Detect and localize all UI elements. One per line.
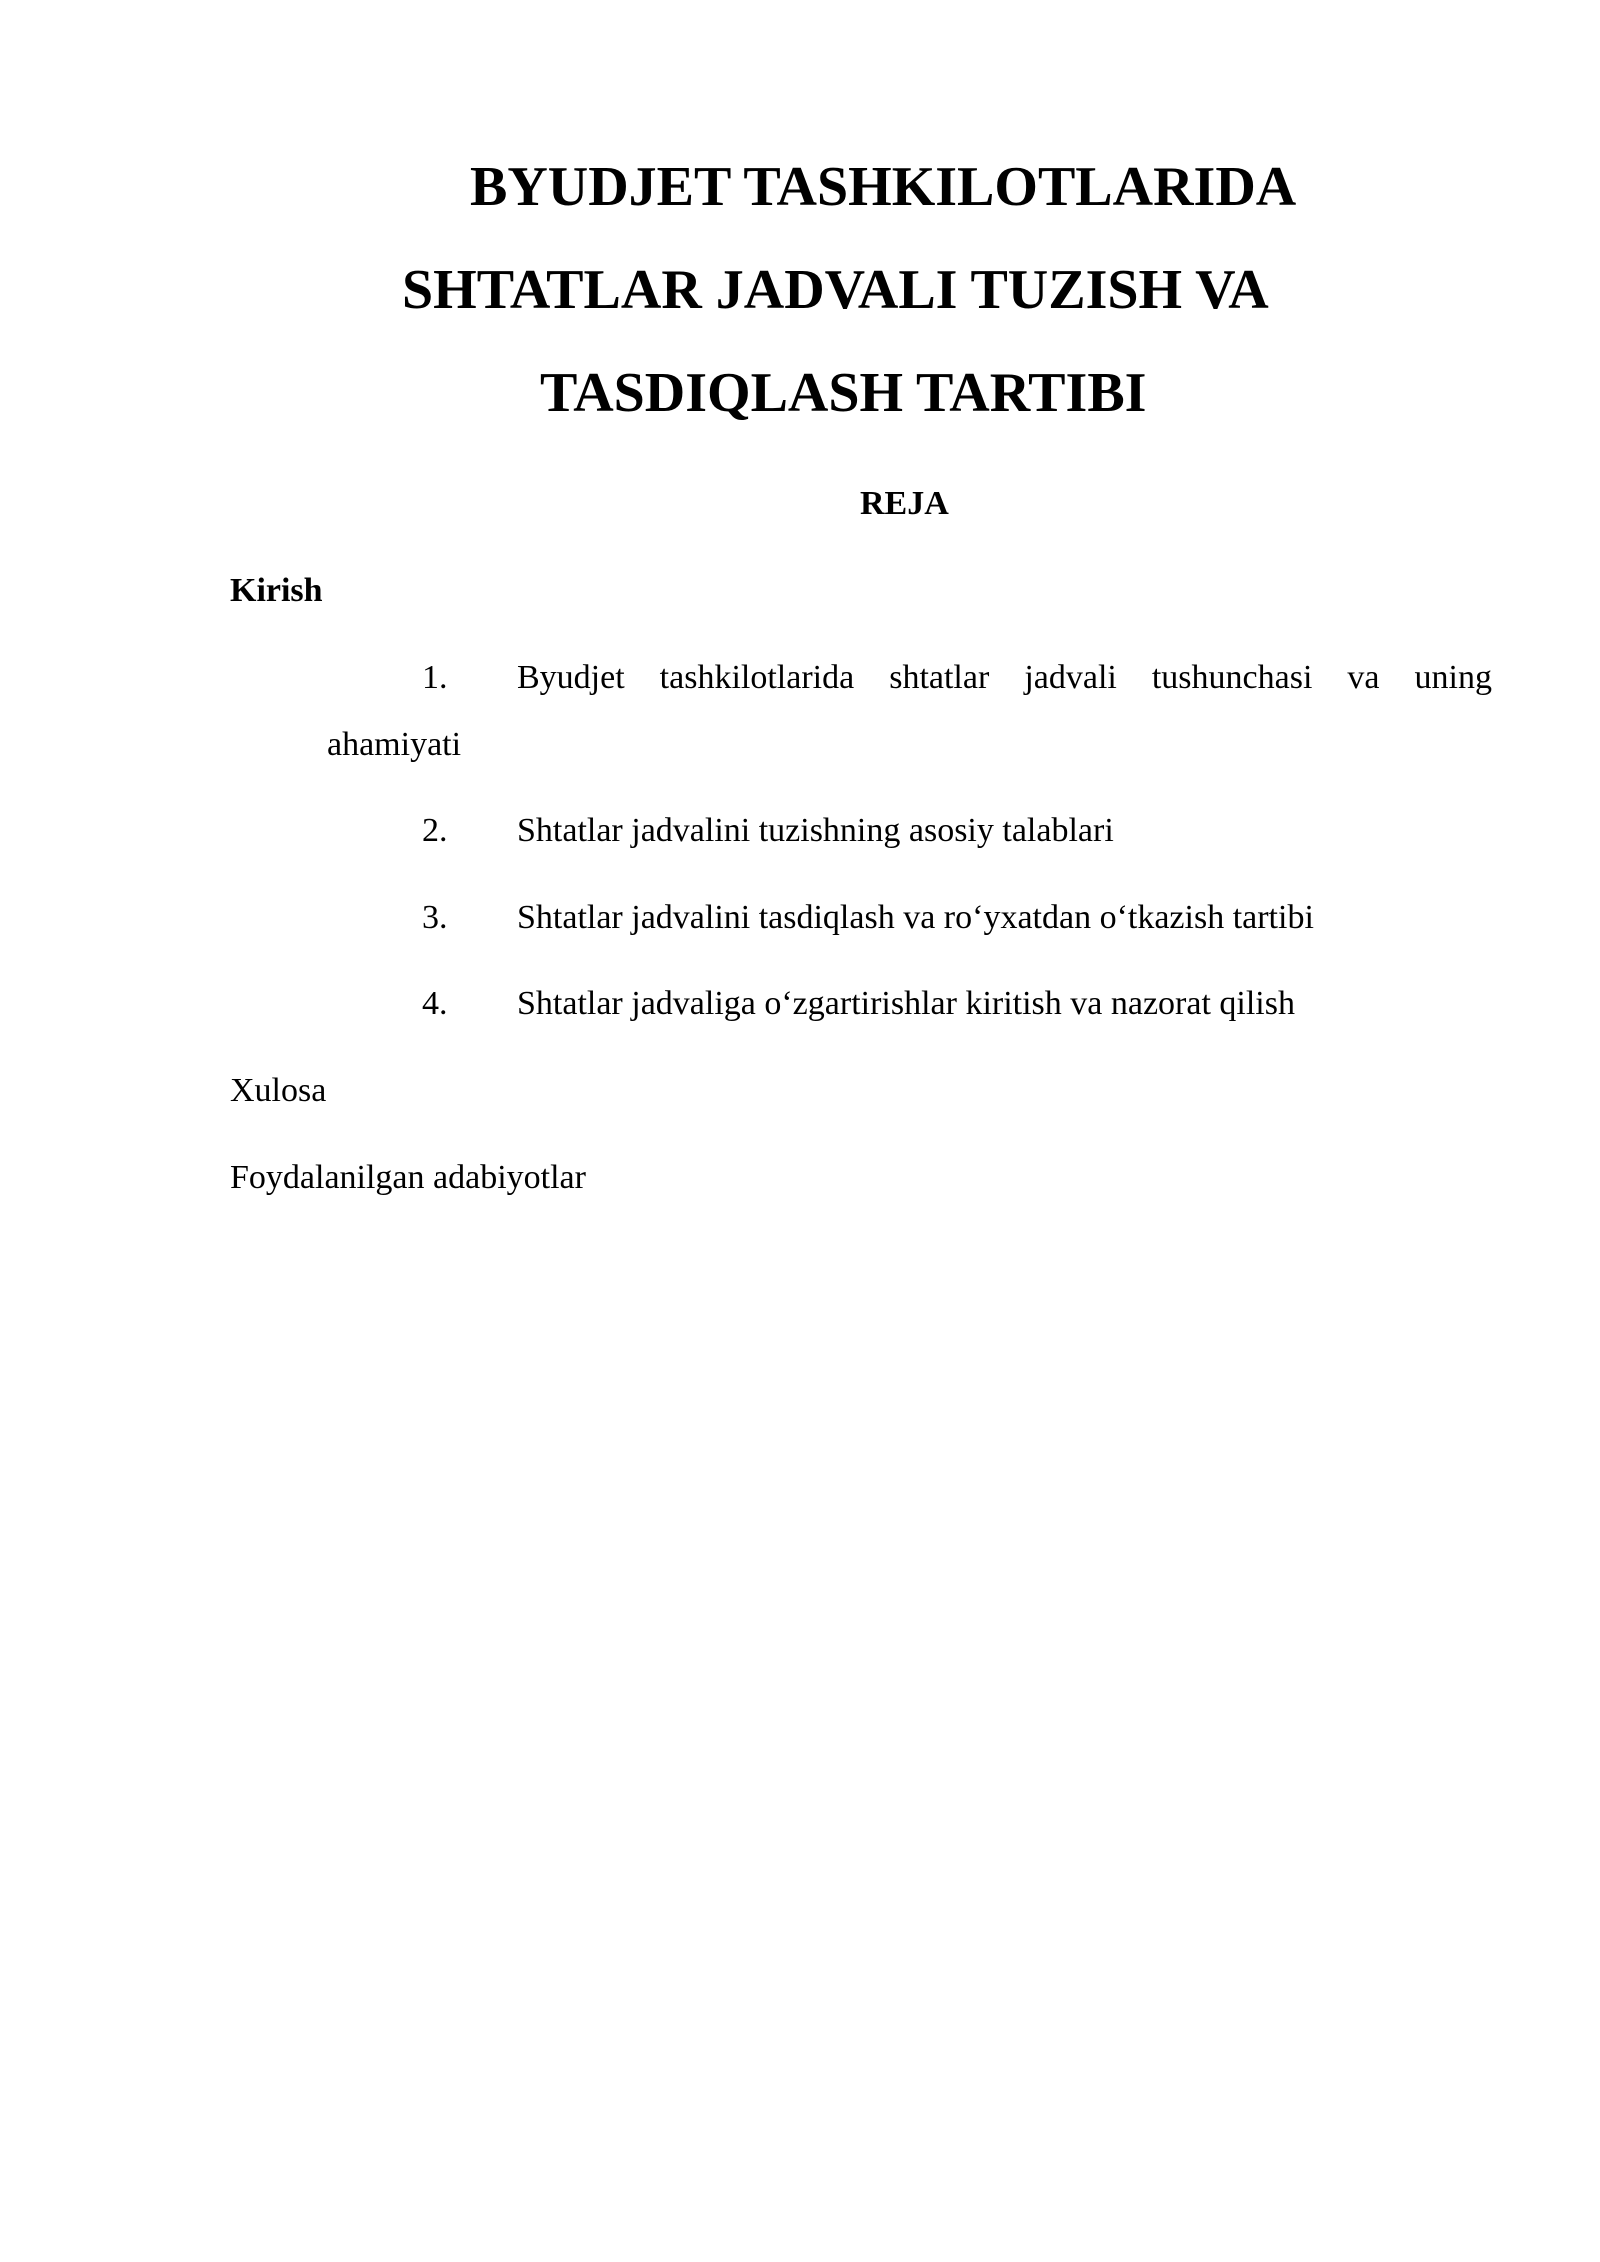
list-item-number-4: 4. <box>422 985 448 1022</box>
plan-heading: REJA <box>860 485 949 522</box>
list-item-number-1: 1. <box>422 659 448 696</box>
title-line-2: SHTATLAR JADVALI TUZISH VA <box>402 259 1269 321</box>
list-item-text-3: Shtatlar jadvalini tasdiqlash va ro‘yxatdan o‘tkazish tartibi <box>517 899 1314 936</box>
intro-heading: Kirish <box>230 572 323 609</box>
list-item-text-2: Shtatlar jadvalini tuzishning asosiy talablari <box>517 812 1114 849</box>
list-item-text-1: Byudjet tashkilotlarida shtatlar jadvali tushunchasi va uning <box>517 659 1492 696</box>
list-item-number-3: 3. <box>422 899 448 936</box>
title-line-1: BYUDJET TASHKILOTLARIDA <box>470 156 1297 218</box>
title-line-3: TASDIQLASH TARTIBI <box>540 362 1147 424</box>
references-heading: Foydalanilgan adabiyotlar <box>230 1159 586 1196</box>
list-item-number-2: 2. <box>422 812 448 849</box>
conclusion-heading: Xulosa <box>230 1072 327 1109</box>
list-item-text-4: Shtatlar jadvaliga o‘zgartirishlar kiritish va nazorat qilish <box>517 985 1295 1022</box>
list-item-text-1-continuation: ahamiyati <box>327 726 462 763</box>
